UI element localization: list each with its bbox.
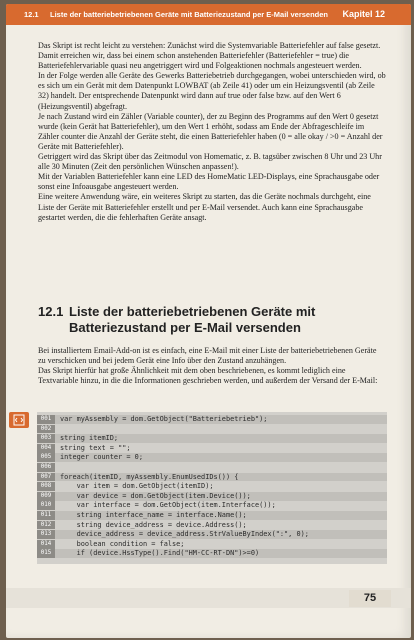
code-line (37, 549, 387, 558)
code-line (37, 463, 387, 472)
code-listing (37, 412, 387, 564)
code-line-number: 001 (37, 415, 55, 424)
paragraph: In der Folge werden alle Geräte des Gewerks Batteriebetrieb durchgegangen, wobei unterschieden wird, ob es sich um ein Gerät mit dem Datenpunkt LOWBAT (ab Zeile 41) oder um ein Heizungsventil (ab Zeile 32) handelt. Der entsprechende Datenpunkt wird dann auf true oder false bzw. auf den Wert 6 (Heizungsventil) abgefragt. (38, 71, 386, 111)
code-line-number: 015 (37, 549, 55, 558)
code-line-text: integer counter = 0; (60, 453, 143, 462)
code-line-number: 005 (37, 453, 55, 462)
code-line (37, 434, 387, 443)
book-page (6, 4, 411, 638)
code-line (37, 444, 387, 453)
code-line-number: 006 (37, 463, 55, 472)
code-listing-icon (9, 412, 29, 428)
paragraph: Getriggert wird das Skript über das Zeitmodul von Homematic, z. B. tagsüber zwischen 8 Uhr und 23 Uhr alle 30 Minuten (Zeit den persönlichen Wünschen anpassen!). (38, 152, 382, 172)
code-line-text: var device = dom.GetObject(item.Device()); (60, 491, 251, 500)
code-line (37, 501, 387, 510)
code-line-text: foreach(itemID, myAssembly.EnumUsedIDs()) { (60, 472, 239, 481)
code-line-text: string itemID; (60, 434, 119, 443)
code-line-number: 010 (37, 501, 55, 510)
code-line (37, 415, 387, 424)
intro-text (38, 41, 386, 223)
code-line (37, 540, 387, 549)
code-line (37, 453, 387, 462)
paragraph: Mit der Variablen Batteriefehler kann eine LED des HomeMatic LED-Displays, eine Sprachausgabe oder sonst eine Infoausgabe angesteuert werden. (38, 172, 380, 192)
section-number: 12.1 (38, 304, 64, 319)
paragraph: Das Skript hierfür hat große Ähnlichkeit mit dem oben beschriebenen, es kommt lediglich eine Textvariable hinzu, in die die Informationen geschrieben werden, und außerdem der Versand der E-Mail: (38, 366, 378, 386)
code-line-text: boolean condition = false; (60, 539, 185, 548)
code-line-number: 007 (37, 473, 55, 482)
paragraph: Eine weitere Anwendung wäre, ein weiteres Skript zu starten, das die Geräte nochmals durchgeht, eine Liste der Geräte mit Batteriefehler erstellt und per E-Mail versendet. Auch kann eine Sprachausgabe gestartet werden, die die fehlerhaften Geräte ansagt. (38, 192, 371, 222)
code-line (37, 473, 387, 482)
code-line-number: 012 (37, 521, 55, 530)
code-line-number: 003 (37, 434, 55, 443)
code-line (37, 511, 387, 520)
code-line-number: 013 (37, 530, 55, 539)
code-line-text: string interface_name = interface.Name(); (60, 511, 247, 519)
paragraph: Das Skript ist recht leicht zu verstehen: Zunächst wird die Systemvariable Batteriefehler auf false gesetzt. Damit erreichen wir, dass bei einem schon anstehenden Batteriefehler (Batteriefehler = true) die Batteriefehlervariable quasi neu angetriggert wird und Folgeaktionen nochmals angesteuert werden. (38, 41, 381, 71)
paragraph: Je nach Zustand wird ein Zähler (Variable counter), der zu Beginn des Programms auf den Wert 0 gesetzt wurde (kein Gerät hat Batteriefehler), um den Wert 1 erhöht, sodass am Ende der Abfrageschleife im Zähler counter die Anzahl der Geräte steht, die einen Batteriefehler haben (0 = alle okay / >0 = Anzahl der Geräte mit Batteriefehler). (38, 111, 383, 151)
code-line-number: 008 (37, 482, 55, 491)
code-line-number: 009 (37, 492, 55, 501)
code-line-text: device_address = device_address.StrValueByIndex(":", 0); (60, 530, 309, 539)
page-number: 75 (349, 590, 391, 607)
code-line-text: var myAssembly = dom.GetObject("Batteriebetrieb"); (60, 415, 268, 423)
code-line-number: 011 (37, 511, 55, 520)
code-line (37, 482, 387, 491)
code-line-number: 004 (37, 444, 55, 453)
code-line (37, 521, 387, 530)
code-line-number: 014 (37, 540, 55, 549)
running-header (6, 4, 411, 25)
code-line (37, 425, 387, 434)
code-line (37, 492, 387, 501)
header-title: Liste der batteriebetriebenen Geräte mit Batteriezustand per E-Mail versenden (50, 10, 328, 19)
code-line-number: 002 (37, 425, 55, 434)
code-line (37, 530, 387, 539)
section-title: Liste der batteriebetriebenen Geräte mit Batteriezustand per E-Mail versenden (69, 304, 316, 335)
section-text (38, 346, 386, 386)
header-chapter: Kapitel 12 (342, 9, 385, 19)
paragraph: Bei installiertem Email-Add-on ist es einfach, eine E-Mail mit einer Liste der batteriebetriebenen Geräte zu verschicken und bei jedem Gerät eine Info über den Zustand anzuhängen. (38, 346, 377, 366)
code-line-text: var item = dom.GetObject(itemID); (60, 482, 214, 491)
code-line-text: string device_address = device.Address(); (60, 520, 247, 529)
header-section-number: 12.1 (24, 10, 39, 19)
code-line-text: var interface = dom.GetObject(item.Interface()); (60, 501, 276, 510)
code-line-text: if (device.HssType().Find("HM-CC-RT-DN")>=0) (60, 549, 260, 558)
code-line-text: string text = ""; (60, 443, 131, 452)
